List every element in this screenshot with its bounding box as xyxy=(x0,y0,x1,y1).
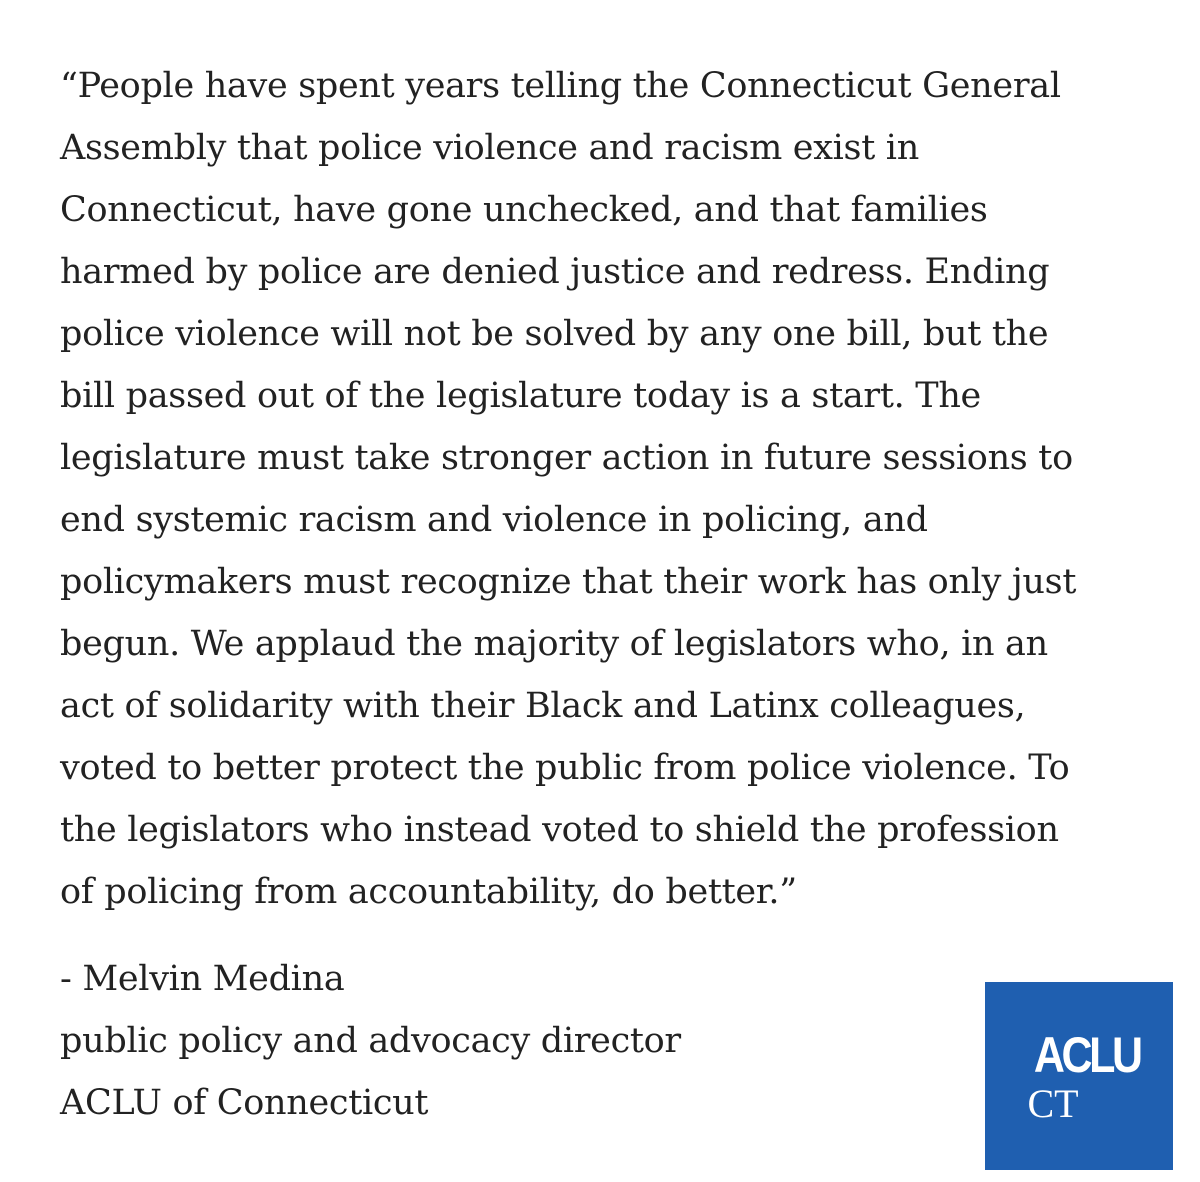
quote-line: act of solidarity with their Black and Latinx colleagues, xyxy=(60,686,1026,726)
quote-line: police violence will not be solved by any one bill, but the xyxy=(60,314,1049,354)
quote-line: policymakers must recognize that their work has only just xyxy=(60,562,1077,602)
quote-line: voted to better protect the public from police violence. To xyxy=(60,748,1070,788)
quote-line: “People have spent years telling the Connecticut General xyxy=(60,66,1061,106)
logo-state: CT xyxy=(1027,1081,1079,1126)
aclu-ct-logo xyxy=(985,982,1173,1170)
attribution xyxy=(60,948,681,1134)
quote-line: harmed by police are denied justice and redress. Ending xyxy=(60,252,1050,292)
quote-block xyxy=(60,55,1170,923)
attribution-organization: ACLU of Connecticut xyxy=(60,1083,429,1123)
quote-line: legislature must take stronger action in future sessions to xyxy=(60,438,1073,478)
quote-line: end systemic racism and violence in policing, and xyxy=(60,500,928,540)
quote-line: Assembly that police violence and racism exist in xyxy=(60,128,919,168)
quote-line: the legislators who instead voted to shield the profession xyxy=(60,810,1059,850)
quote-line: Connecticut, have gone unchecked, and that families xyxy=(60,190,988,230)
quote-line: of policing from accountability, do better.” xyxy=(60,872,797,912)
attribution-title: public policy and advocacy director xyxy=(60,1021,681,1061)
attribution-name: - Melvin Medina xyxy=(60,959,345,999)
quote-line: bill passed out of the legislature today is a start. The xyxy=(60,376,981,416)
logo-wordmark: ACLU xyxy=(1033,1027,1140,1083)
quote-line: begun. We applaud the majority of legislators who, in an xyxy=(60,624,1048,664)
